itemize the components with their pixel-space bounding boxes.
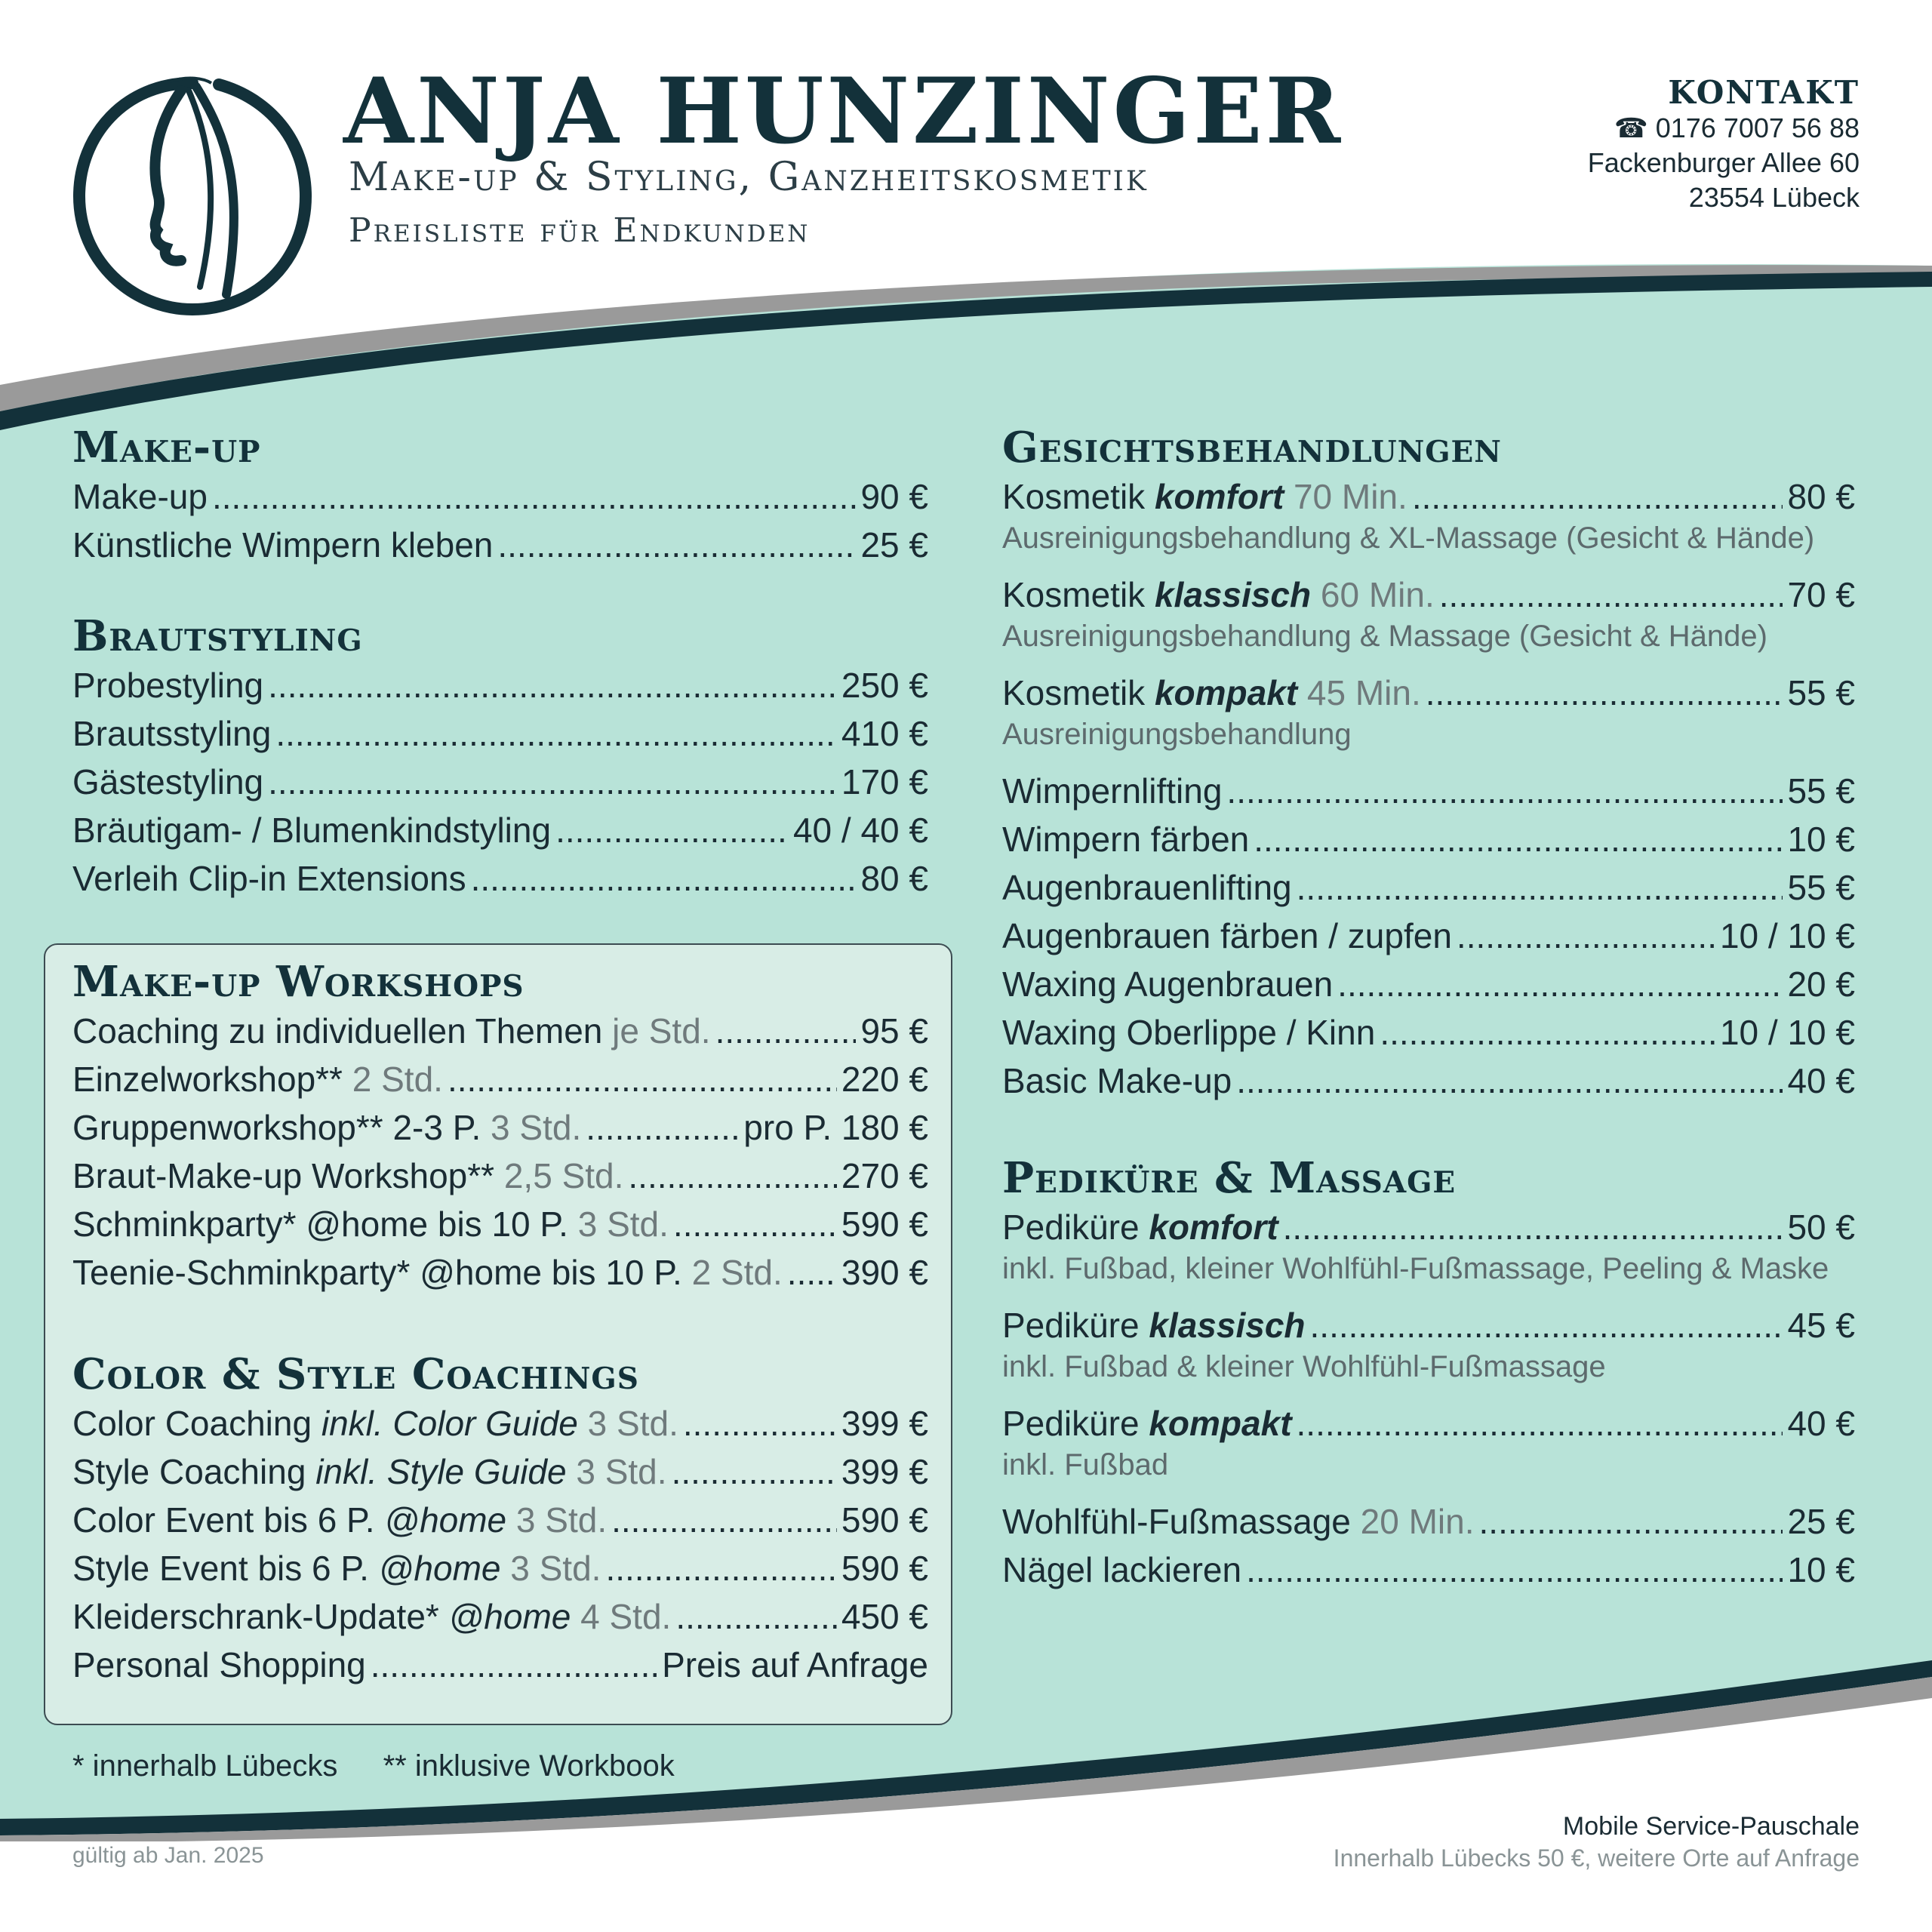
section-title: Make-up	[72, 423, 261, 472]
logo-face-icon	[68, 68, 317, 317]
section-pedikuere	[1002, 1153, 1855, 1594]
price-row: Pediküre kompakt ..... 40 €	[1002, 1399, 1855, 1447]
phone-icon: ☎	[1614, 112, 1648, 143]
section-brautstyling	[72, 611, 928, 903]
section-title: Pediküre & Massage	[1002, 1153, 1457, 1203]
price-row: Nägel lackieren ..... 10 €	[1002, 1546, 1855, 1594]
price-row: Waxing Augenbrauen ..... 20 €	[1002, 960, 1855, 1008]
price-row: Gästestyling ..... 170 €	[72, 758, 928, 806]
section-title: Gesichtsbehandlungen	[1002, 423, 1502, 472]
item-note: Ausreinigungsbehandlung & Massage (Gesicht & Hände)	[1002, 620, 1767, 653]
price-row: Teenie-Schminkparty* @home bis 10 P. 2 Std. ..... 390 €	[72, 1248, 928, 1297]
section-title: Make-up Workshops	[72, 957, 525, 1007]
section-coachings	[72, 1349, 928, 1689]
footnote-one: * innerhalb Lübecks	[72, 1749, 338, 1783]
price-row: Kleiderschrank-Update* @home 4 Std. ..... 450 €	[72, 1592, 928, 1641]
price-row: Bräutigam- / Blumenkindstyling ..... 40 / 40 €	[72, 806, 928, 854]
contact-title: KONTAKT	[1668, 74, 1860, 111]
price-row: Augenbrauen färben / zupfen ..... 10 / 10 €	[1002, 912, 1855, 960]
section-makeup	[72, 423, 928, 569]
price-row: Schminkparty* @home bis 10 P. 3 Std. ..... 590 €	[72, 1200, 928, 1248]
item-note: Ausreinigungsbehandlung	[1002, 718, 1352, 751]
contact-city: 23554 Lübeck	[1688, 182, 1860, 213]
price-row: Brautsstyling ..... 410 €	[72, 709, 928, 758]
price-row: Augenbrauenlifting ..... 55 €	[1002, 863, 1855, 912]
contact-block	[1588, 74, 1860, 215]
price-row: Kosmetik komfort 70 Min. ..... 80 €	[1002, 472, 1855, 521]
price-row: Waxing Oberlippe / Kinn ..... 10 / 10 €	[1002, 1008, 1855, 1057]
price-row: Style Event bis 6 P. @home 3 Std. ..... 590 €	[72, 1544, 928, 1592]
section-gesicht	[1002, 423, 1855, 1105]
item-note: inkl. Fußbad, kleiner Wohlfühl-Fußmassage, Peeling & Maske	[1002, 1252, 1829, 1285]
valid-date: gültig ab Jan. 2025	[72, 1843, 264, 1868]
price-row: Kosmetik klassisch 60 Min. ..... 70 €	[1002, 571, 1855, 619]
price-row: Wohlfühl-Fußmassage 20 Min. ..... 25 €	[1002, 1497, 1855, 1546]
price-row: Style Coaching inkl. Style Guide 3 Std. ..... 399 €	[72, 1447, 928, 1496]
mobile-service-sub: Innerhalb Lübecks 50 €, weitere Orte auf Anfrage	[1333, 1844, 1860, 1872]
price-row: Einzelworkshop** 2 Std. ..... 220 €	[72, 1055, 928, 1103]
mobile-service	[1334, 1810, 1860, 1873]
footnote-two: ** inklusive Workbook	[383, 1749, 675, 1783]
footnotes	[72, 1749, 675, 1783]
mobile-service-title: Mobile Service-Pauschale	[1562, 1812, 1860, 1841]
brand-subtitle: Make-up & Styling, Ganzheitskosmetik	[349, 155, 1149, 200]
contact-street: Fackenburger Allee 60	[1587, 147, 1860, 178]
brand-tagline: Preisliste für Endkunden	[349, 211, 811, 250]
price-row: Pediküre klassisch ..... 45 €	[1002, 1301, 1855, 1349]
section-title: Brautstyling	[72, 611, 363, 661]
brand-name: ANJA HUNZINGER	[343, 58, 1344, 165]
item-note: inkl. Fußbad & kleiner Wohlfühl-Fußmassage	[1002, 1350, 1606, 1383]
price-row: Wimpernlifting ..... 55 €	[1002, 767, 1855, 815]
item-note: Ausreinigungsbehandlung & XL-Massage (Gesicht & Hände)	[1002, 521, 1815, 555]
section-workshops	[72, 957, 928, 1297]
item-note: inkl. Fußbad	[1002, 1448, 1169, 1481]
price-row: Color Coaching inkl. Color Guide 3 Std. ..... 399 €	[72, 1399, 928, 1447]
price-row: Braut-Make-up Workshop** 2,5 Std. ..... 270 €	[72, 1152, 928, 1200]
price-row: Gruppenworkshop** 2-3 P. 3 Std. ..... pro P. 180 €	[72, 1103, 928, 1152]
price-row: Kosmetik kompakt 45 Min. ..... 55 €	[1002, 669, 1855, 717]
price-row: Basic Make-up ..... 40 €	[1002, 1057, 1855, 1105]
price-row: Pediküre komfort ..... 50 €	[1002, 1203, 1855, 1251]
price-row: Wimpern färben ..... 10 €	[1002, 815, 1855, 863]
contact-phone[interactable]	[1588, 111, 1860, 146]
price-row: Coaching zu individuellen Themen je Std. ..... 95 €	[72, 1007, 928, 1055]
price-row: Personal Shopping ..... Preis auf Anfrage	[72, 1641, 928, 1689]
price-row: Make-up ..... 90 €	[72, 472, 928, 521]
price-row: Künstliche Wimpern kleben ..... 25 €	[72, 521, 928, 569]
price-row: Color Event bis 6 P. @home 3 Std. ..... 590 €	[72, 1496, 928, 1544]
phone-number: 0176 7007 56 88	[1655, 112, 1860, 143]
price-row: Verleih Clip-in Extensions ..... 80 €	[72, 854, 928, 903]
section-title: Color & Style Coachings	[72, 1349, 639, 1399]
price-row: Probestyling ..... 250 €	[72, 661, 928, 709]
